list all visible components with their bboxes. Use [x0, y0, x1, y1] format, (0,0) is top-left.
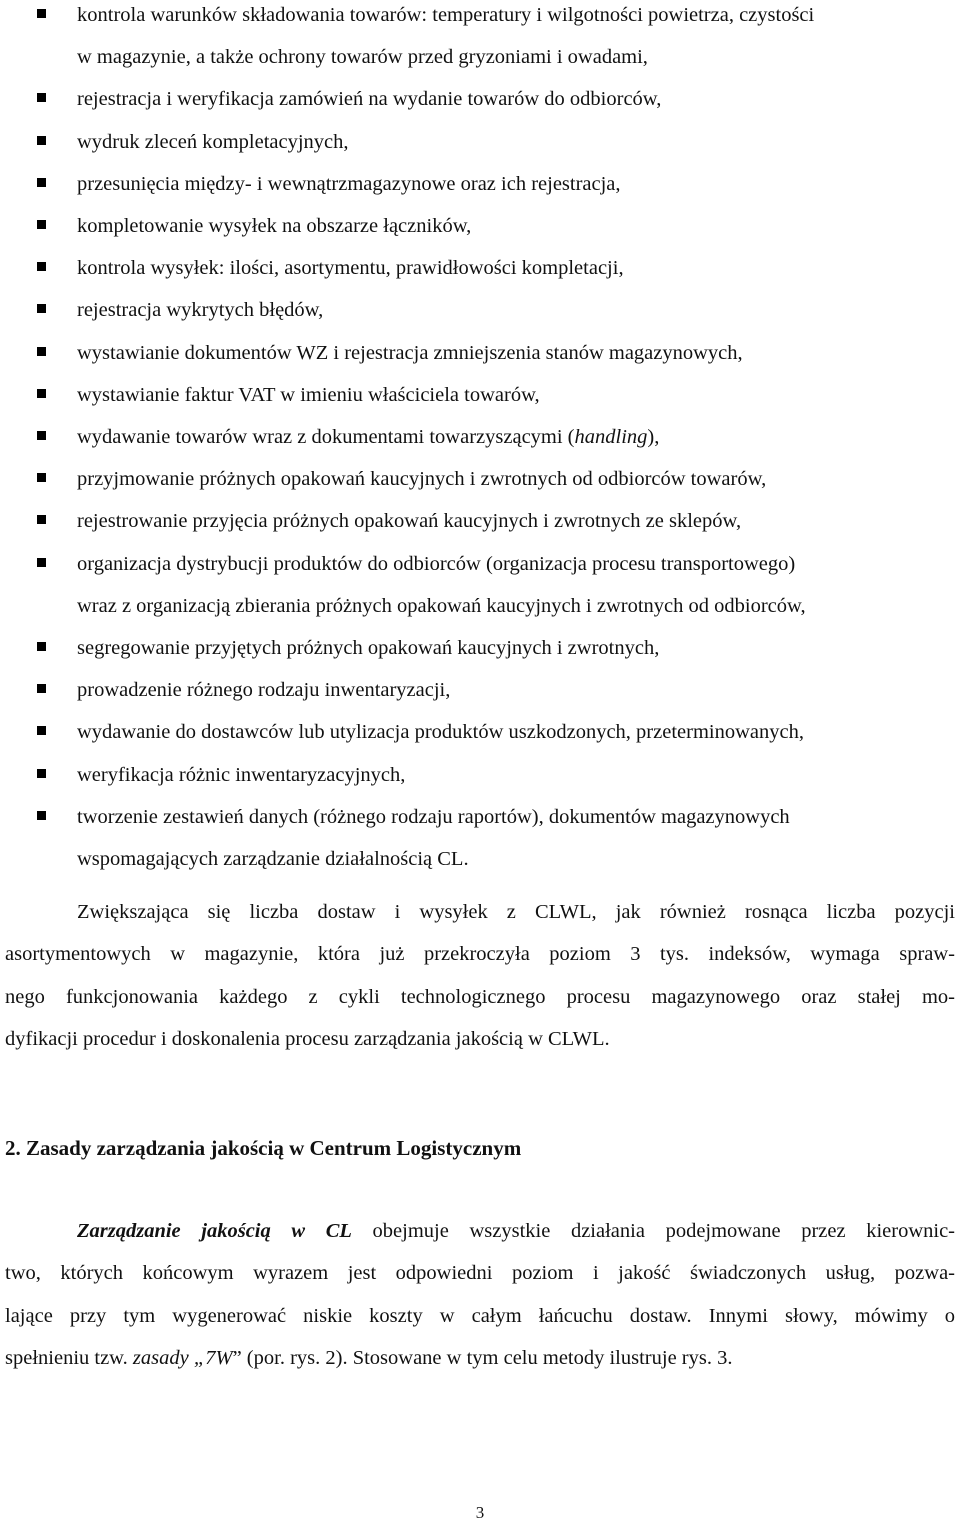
page-number: 3	[475, 1503, 485, 1522]
list-item	[0, 247, 960, 289]
paragraph-line: lające przy tym wygenerować niskie koszty w całym łańcuchu dostaw. Innymi słowy, mówimy o	[5, 1304, 955, 1327]
body-paragraph-quality	[5, 1210, 955, 1379]
list-item-text: wydawanie do dostawców lub utylizacja produktów uszkodzonych, przeterminowanych,	[77, 721, 804, 744]
paragraph-line: spełnieniu tzw. zasady „7W” (por. rys. 2). Stosowane w tym celu metody ilustruje rys. 3.	[5, 1346, 733, 1369]
list-item	[0, 416, 960, 458]
square-bullet-icon	[37, 769, 46, 778]
list-item	[0, 458, 960, 500]
list-item-text: organizacja dystrybucji produktów do odbiorców (organizacja procesu transportowego)	[77, 552, 796, 575]
list-item	[0, 374, 960, 416]
paragraph-line: dyfikacji procedur i doskonalenia procesu zarządzania jakością w CLWL.	[5, 1027, 610, 1050]
rule-7w-term: zasady „7W	[132, 1346, 233, 1369]
list-item-continuation: w magazynie, a także ochrony towarów przed gryzoniami i owadami,	[77, 46, 648, 69]
square-bullet-icon	[37, 220, 46, 229]
square-bullet-icon	[37, 347, 46, 356]
paragraph-line: Zarządzanie jakością w CL obejmuje wszystkie działania podejmowane przez kierownic-	[77, 1220, 955, 1242]
square-bullet-icon	[37, 558, 46, 567]
list-item-text: kontrola wysyłek: ilości, asortymentu, prawidłowości kompletacji,	[77, 257, 624, 280]
list-item-continuation: wraz z organizacją zbierania próżnych opakowań kaucyjnych i zwrotnych od odbiorców,	[77, 594, 806, 617]
list-item	[0, 163, 960, 205]
paragraph-line: two, których końcowym wyrazem jest odpowiedni poziom i jakość świadczonych usług, pozwa-	[5, 1262, 955, 1285]
list-item-text: wydruk zleceń kompletacyjnych,	[77, 130, 349, 153]
paragraph-line: asortymentowych w magazynie, która już przekroczyła poziom 3 tys. indeksów, wymaga spraw-	[5, 943, 955, 966]
list-item-text: tworzenie zestawień danych (różnego rodzaju raportów), dokumentów magazynowych	[77, 805, 790, 828]
square-bullet-icon	[37, 684, 46, 693]
list-item	[0, 754, 960, 796]
square-bullet-icon	[37, 93, 46, 102]
square-bullet-icon	[37, 726, 46, 735]
list-item	[0, 289, 960, 331]
square-bullet-icon	[37, 811, 46, 820]
list-item-text: kompletowanie wysyłek na obszarze łączników,	[77, 215, 472, 238]
paragraph-line: nego funkcjonowania każdego z cykli technologicznego procesu magazynowego oraz stałej mo-	[5, 985, 955, 1008]
square-bullet-icon	[37, 389, 46, 398]
list-item	[0, 543, 960, 627]
list-item-text: weryfikacja różnic inwentaryzacyjnych,	[77, 763, 406, 786]
list-item-text: wydawanie towarów wraz z dokumentami towarzyszącymi (handling),	[77, 426, 660, 449]
list-item-text: wystawianie faktur VAT w imieniu właściciela towarów,	[77, 383, 540, 406]
square-bullet-icon	[37, 473, 46, 482]
list-item	[0, 500, 960, 542]
square-bullet-icon	[37, 431, 46, 440]
body-paragraph-clwl	[5, 891, 955, 1060]
list-item	[0, 78, 960, 120]
list-item	[0, 0, 960, 78]
list-item-text: przesunięcia między- i wewnątrzmagazynowe oraz ich rejestracja,	[77, 172, 621, 195]
list-item-continuation: wspomagających zarządzanie działalnością CL.	[77, 848, 469, 871]
list-item-text: przyjmowanie próżnych opakowań kaucyjnych i zwrotnych od odbiorców towarów,	[77, 468, 767, 491]
list-item	[0, 627, 960, 669]
square-bullet-icon	[37, 262, 46, 271]
paragraph-line: Zwiększająca się liczba dostaw i wysyłek z CLWL, jak również rosnąca liczba pozycji	[77, 901, 955, 923]
square-bullet-icon	[37, 136, 46, 145]
list-item-text: wystawianie dokumentów WZ i rejestracja zmniejszenia stanów magazynowych,	[77, 341, 743, 364]
square-bullet-icon	[37, 515, 46, 524]
handling-term: handling	[574, 426, 648, 449]
list-item-text: prowadzenie różnego rodzaju inwentaryzacji,	[77, 679, 451, 702]
list-item-text: segregowanie przyjętych próżnych opakowań kaucyjnych i zwrotnych,	[77, 637, 660, 660]
square-bullet-icon	[37, 642, 46, 651]
list-item	[0, 205, 960, 247]
list-item	[0, 669, 960, 711]
list-item-text: kontrola warunków składowania towarów: temperatury i wilgotności powietrza, czystości	[77, 4, 815, 26]
square-bullet-icon	[37, 304, 46, 313]
list-item-text: rejestracja wykrytych błędów,	[77, 299, 324, 322]
list-item	[0, 796, 960, 880]
list-item-text: rejestrowanie przyjęcia próżnych opakowań kaucyjnych i zwrotnych ze sklepów,	[77, 510, 742, 533]
square-bullet-icon	[37, 9, 46, 18]
lead-term: Zarządzanie jakością w CL	[77, 1220, 352, 1242]
list-item	[0, 121, 960, 163]
section-heading: 2. Zasady zarządzania jakością w Centrum Logistycznym	[5, 1136, 522, 1160]
list-item	[0, 711, 960, 753]
list-item-text: rejestracja i weryfikacja zamówień na wydanie towarów do odbiorców,	[77, 88, 662, 111]
list-item	[0, 332, 960, 374]
square-bullet-icon	[37, 178, 46, 187]
